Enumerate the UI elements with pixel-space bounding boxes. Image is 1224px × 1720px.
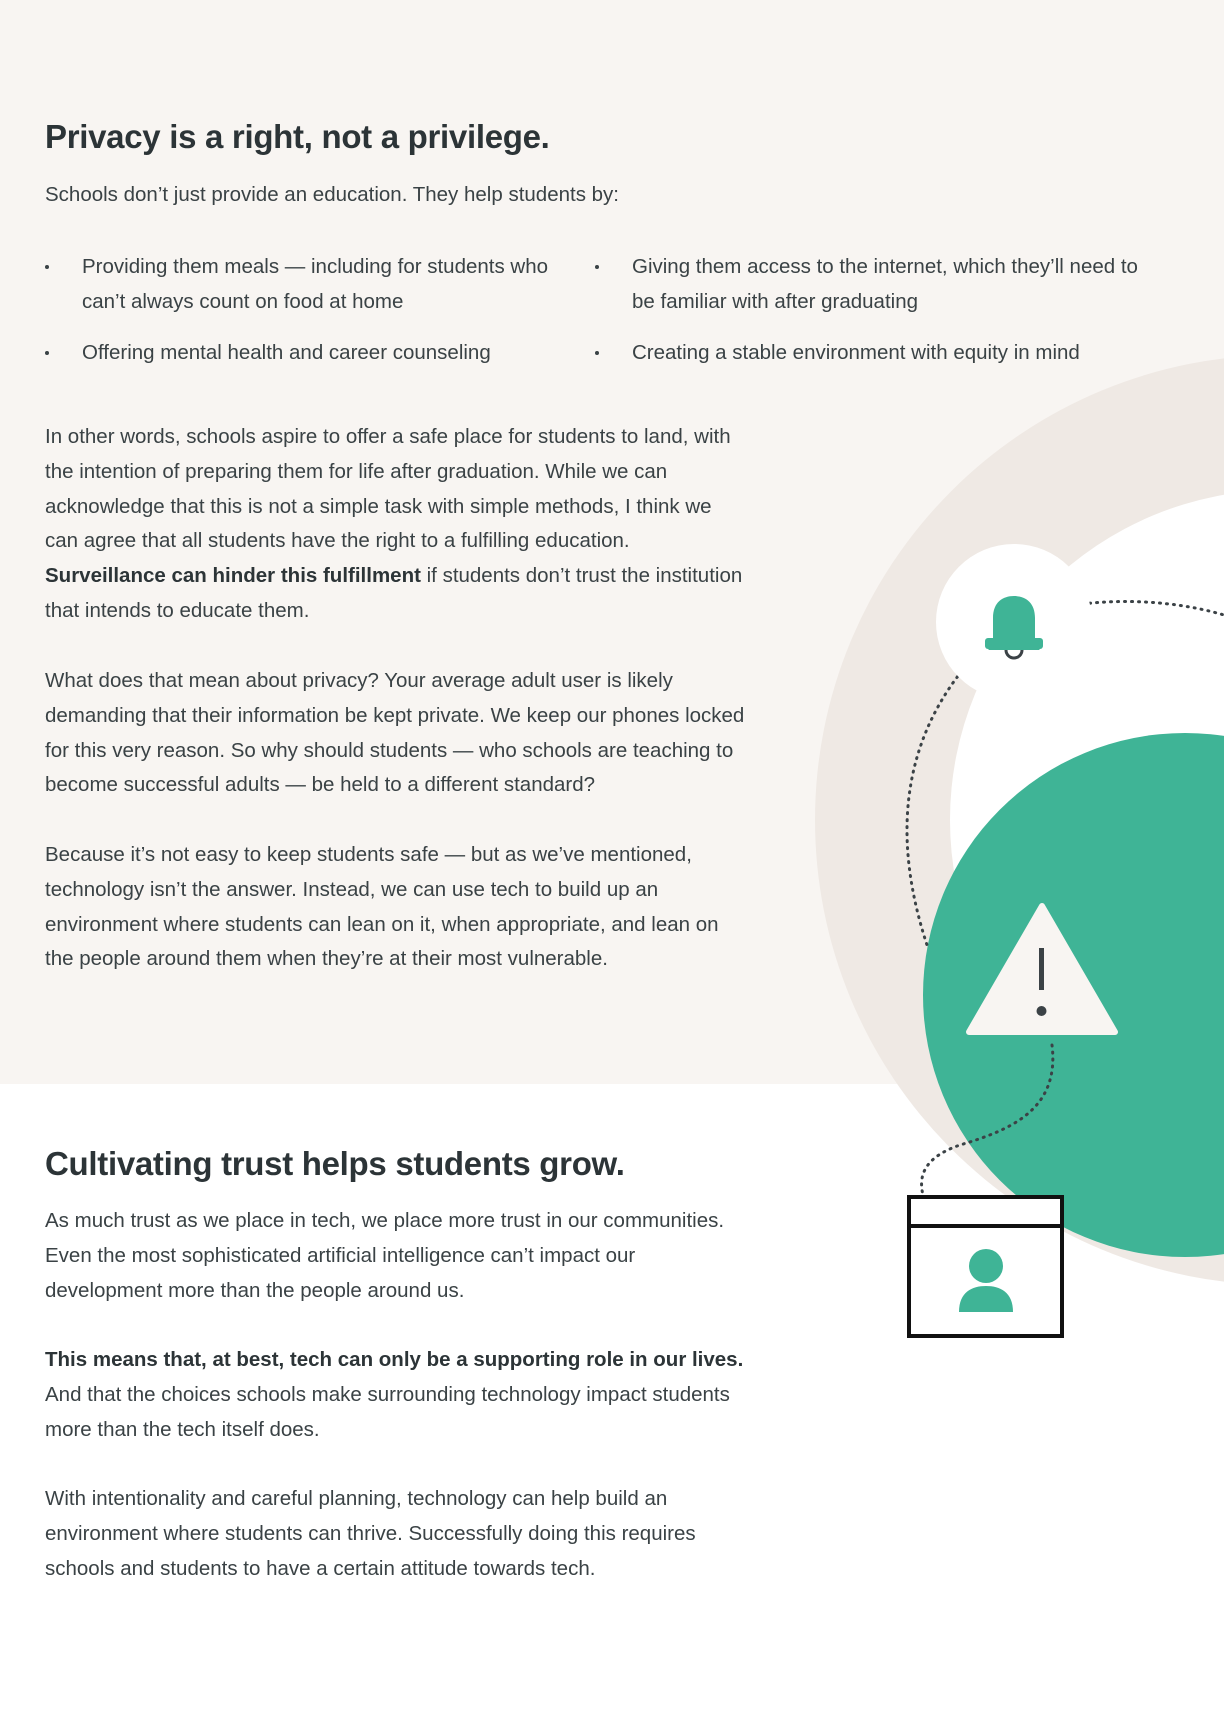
section-heading-privacy: Privacy is a right, not a privilege.: [45, 118, 550, 155]
list-item: Providing them meals — including for students who can’t always count on food at home: [45, 250, 595, 320]
bullet-dot: [595, 265, 599, 269]
list-item: Creating a stable environment with equity in mind: [595, 336, 1145, 371]
bullet-dot: [45, 351, 49, 355]
paragraph-communities: As much trust as we place in tech, we place more trust in our communities. Even the most sophisticated artificial intelligence can’t impact our development more than the people around us.: [45, 1209, 725, 1302]
intro-text: Schools don’t just provide an education. They help students by:: [45, 183, 619, 206]
paragraph-intentionality: With intentionality and careful planning, technology can help build an environment where students can thrive. Successfully doing this requires schools and students to have a certain attitude towards tech.: [45, 1487, 696, 1580]
list-item: Giving them access to the internet, which they’ll need to be familiar with after graduating: [595, 250, 1145, 320]
emphasis-surveillance: Surveillance can hinder this fulfillment: [45, 564, 421, 588]
paragraph-privacy-standard: What does that mean about privacy? Your average adult user is likely demanding that their information be kept private. We keep our phones locked for this very reason. So why should students — who schools are teaching to become successful adults — be held to a different standard?: [45, 669, 745, 797]
paragraph-safe-place: In other words, schools aspire to offer a safe place for students to land, with the intention of preparing them for life after graduation. While we can acknowledge that this is not a simple task with simple methods, I think we can agree that all students have the right to a fulfilling education. Surveillance can hinder this fulfillment if students don’t trust the institution that intends to educate them.: [45, 425, 743, 622]
user-profile-icon: [909, 1197, 1062, 1336]
bullet-list: [45, 250, 1185, 370]
bullet-dot: [45, 265, 49, 269]
bullet-dot: [595, 351, 599, 355]
list-item: Offering mental health and career counseling: [45, 336, 595, 371]
paragraph-supporting-role: This means that, at best, tech can only be a supporting role in our lives. And that the choices schools make surrounding technology impact students more than the tech itself does.: [45, 1348, 744, 1441]
paragraph-technology-answer: Because it’s not easy to keep students safe — but as we’ve mentioned, technology isn’t the answer. Instead, we can use tech to build up an environment where students can lean on it, when appropriate, and lean on the people around them when they’re at their most vulnerable.: [45, 843, 719, 971]
emphasis-supporting-role: This means that, at best, tech can only be a supporting role in our lives.: [45, 1348, 744, 1371]
section-heading-trust: Cultivating trust helps students grow.: [45, 1145, 625, 1182]
